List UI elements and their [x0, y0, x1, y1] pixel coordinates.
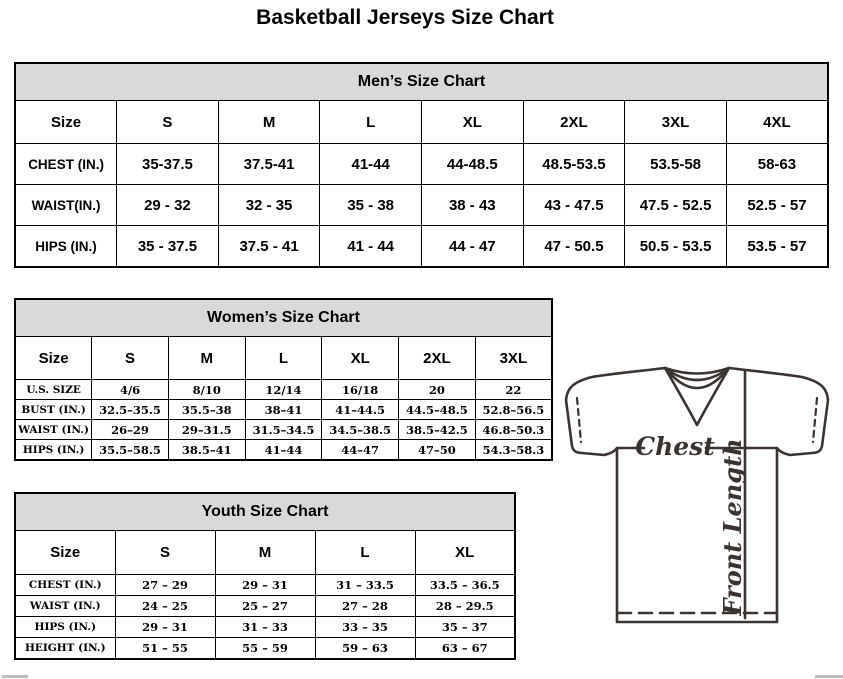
womens-column-header: Size	[15, 337, 92, 380]
youth-size-value: 31 – 33	[215, 617, 315, 638]
womens-size-value: 38–41	[245, 400, 322, 420]
youth-size-value: 35 – 37	[415, 617, 515, 638]
womens-size-table	[14, 298, 553, 461]
womens-size-value: 22	[475, 380, 552, 400]
youth-row-label: HIPS (IN.)	[15, 617, 115, 638]
mens-size-value: 47.5 - 52.5	[625, 185, 727, 226]
womens-size-value: 26–29	[92, 420, 169, 440]
youth-row-label: WAIST (IN.)	[15, 596, 115, 617]
youth-size-value: 29 – 31	[115, 617, 215, 638]
mens-size-value: 41 - 44	[320, 226, 422, 268]
youth-size-value: 28 – 29.5	[415, 596, 515, 617]
womens-column-header: S	[92, 337, 169, 380]
mens-size-value: 44 - 47	[422, 226, 524, 268]
youth-size-value: 27 – 28	[315, 596, 415, 617]
womens-row-label: HIPS (IN.)	[15, 440, 92, 461]
youth-column-header: M	[215, 531, 315, 575]
page-title: Basketball Jerseys Size Chart	[256, 6, 554, 29]
mens-size-value: 41-44	[320, 144, 422, 185]
mens-size-value: 29 - 32	[117, 185, 219, 226]
youth-column-header: XL	[415, 531, 515, 575]
womens-column-header: XL	[322, 337, 399, 380]
womens-size-value: 34.5–38.5	[322, 420, 399, 440]
mens-size-value: 53.5-58	[625, 144, 727, 185]
womens-size-value: 12/14	[245, 380, 322, 400]
mens-row-label: WAIST(IN.)	[15, 185, 117, 226]
mens-column-header: XL	[422, 101, 524, 144]
mens-size-value: 37.5 - 41	[218, 226, 320, 268]
mens-size-value: 48.5-53.5	[523, 144, 625, 185]
mens-size-value: 38 - 43	[422, 185, 524, 226]
womens-size-value: 31.5–34.5	[245, 420, 322, 440]
womens-size-value: 16/18	[322, 380, 399, 400]
youth-size-value: 63 – 67	[415, 638, 515, 660]
mens-size-value: 35 - 38	[320, 185, 422, 226]
womens-size-value: 8/10	[168, 380, 245, 400]
youth-size-value: 51 – 55	[115, 638, 215, 660]
mens-chart-title: Men’s Size Chart	[15, 63, 828, 101]
mens-row-label: HIPS (IN.)	[15, 226, 117, 268]
youth-size-value: 31 – 33.5	[315, 575, 415, 596]
womens-size-value: 29–31.5	[168, 420, 245, 440]
womens-size-value: 20	[399, 380, 476, 400]
youth-size-value: 33.5 – 36.5	[415, 575, 515, 596]
youth-size-value: 33 – 35	[315, 617, 415, 638]
youth-size-value: 24 – 25	[115, 596, 215, 617]
womens-size-value: 38.5–42.5	[399, 420, 476, 440]
youth-row-label: HEIGHT (IN.)	[15, 638, 115, 660]
womens-size-value: 32.5–35.5	[92, 400, 169, 420]
mens-size-table	[14, 62, 829, 268]
mens-size-value: 50.5 - 53.5	[625, 226, 727, 268]
womens-size-value: 54.3–58.3	[475, 440, 552, 461]
mens-column-header: M	[218, 101, 320, 144]
womens-chart-title: Women’s Size Chart	[15, 299, 552, 337]
mens-column-header: 4XL	[726, 101, 828, 144]
womens-row-label: BUST (IN.)	[15, 400, 92, 420]
mens-size-value: 58-63	[726, 144, 828, 185]
youth-size-table	[14, 492, 516, 660]
mens-column-header: S	[117, 101, 219, 144]
womens-column-header: 2XL	[399, 337, 476, 380]
mens-size-value: 32 - 35	[218, 185, 320, 226]
mens-size-value: 43 - 47.5	[523, 185, 625, 226]
youth-column-header: L	[315, 531, 415, 575]
womens-size-value: 44–47	[322, 440, 399, 461]
mens-size-value: 35 - 37.5	[117, 226, 219, 268]
mens-size-value: 44-48.5	[422, 144, 524, 185]
womens-size-value: 52.8–56.5	[475, 400, 552, 420]
mens-size-value: 52.5 - 57	[726, 185, 828, 226]
womens-column-header: L	[245, 337, 322, 380]
womens-size-value: 35.5–58.5	[92, 440, 169, 461]
youth-row-label: CHEST (IN.)	[15, 575, 115, 596]
womens-row-label: U.S. SIZE	[15, 380, 92, 400]
scrollbar-fragment-left[interactable]	[2, 675, 28, 678]
womens-column-header: 3XL	[475, 337, 552, 380]
womens-row-label: WAIST (IN.)	[15, 420, 92, 440]
mens-column-header: 3XL	[625, 101, 727, 144]
chest-label: Chest	[635, 432, 715, 461]
mens-column-header: Size	[15, 101, 117, 144]
womens-size-value: 46.8–50.3	[475, 420, 552, 440]
front-length-label: Front Length	[718, 438, 747, 616]
womens-size-value: 44.5–48.5	[399, 400, 476, 420]
youth-size-value: 59 – 63	[315, 638, 415, 660]
scrollbar-fragment-right[interactable]	[815, 675, 843, 678]
youth-size-value: 25 – 27	[215, 596, 315, 617]
youth-chart-title: Youth Size Chart	[15, 493, 515, 531]
youth-column-header: S	[115, 531, 215, 575]
mens-column-header: 2XL	[523, 101, 625, 144]
youth-size-value: 29 – 31	[215, 575, 315, 596]
womens-size-value: 38.5–41	[168, 440, 245, 461]
mens-size-value: 35-37.5	[117, 144, 219, 185]
youth-size-value: 55 – 59	[215, 638, 315, 660]
womens-size-value: 41–44.5	[322, 400, 399, 420]
youth-size-value: 27 – 29	[115, 575, 215, 596]
womens-size-value: 41–44	[245, 440, 322, 461]
youth-column-header: Size	[15, 531, 115, 575]
jersey-measurement-diagram	[560, 362, 840, 662]
mens-size-value: 53.5 - 57	[726, 226, 828, 268]
mens-size-value: 37.5-41	[218, 144, 320, 185]
mens-size-value: 47 - 50.5	[523, 226, 625, 268]
jersey-outline	[566, 368, 828, 622]
mens-column-header: L	[320, 101, 422, 144]
womens-size-value: 35.5–38	[168, 400, 245, 420]
womens-size-value: 4/6	[92, 380, 169, 400]
womens-size-value: 47–50	[399, 440, 476, 461]
mens-row-label: CHEST (IN.)	[15, 144, 117, 185]
womens-column-header: M	[168, 337, 245, 380]
